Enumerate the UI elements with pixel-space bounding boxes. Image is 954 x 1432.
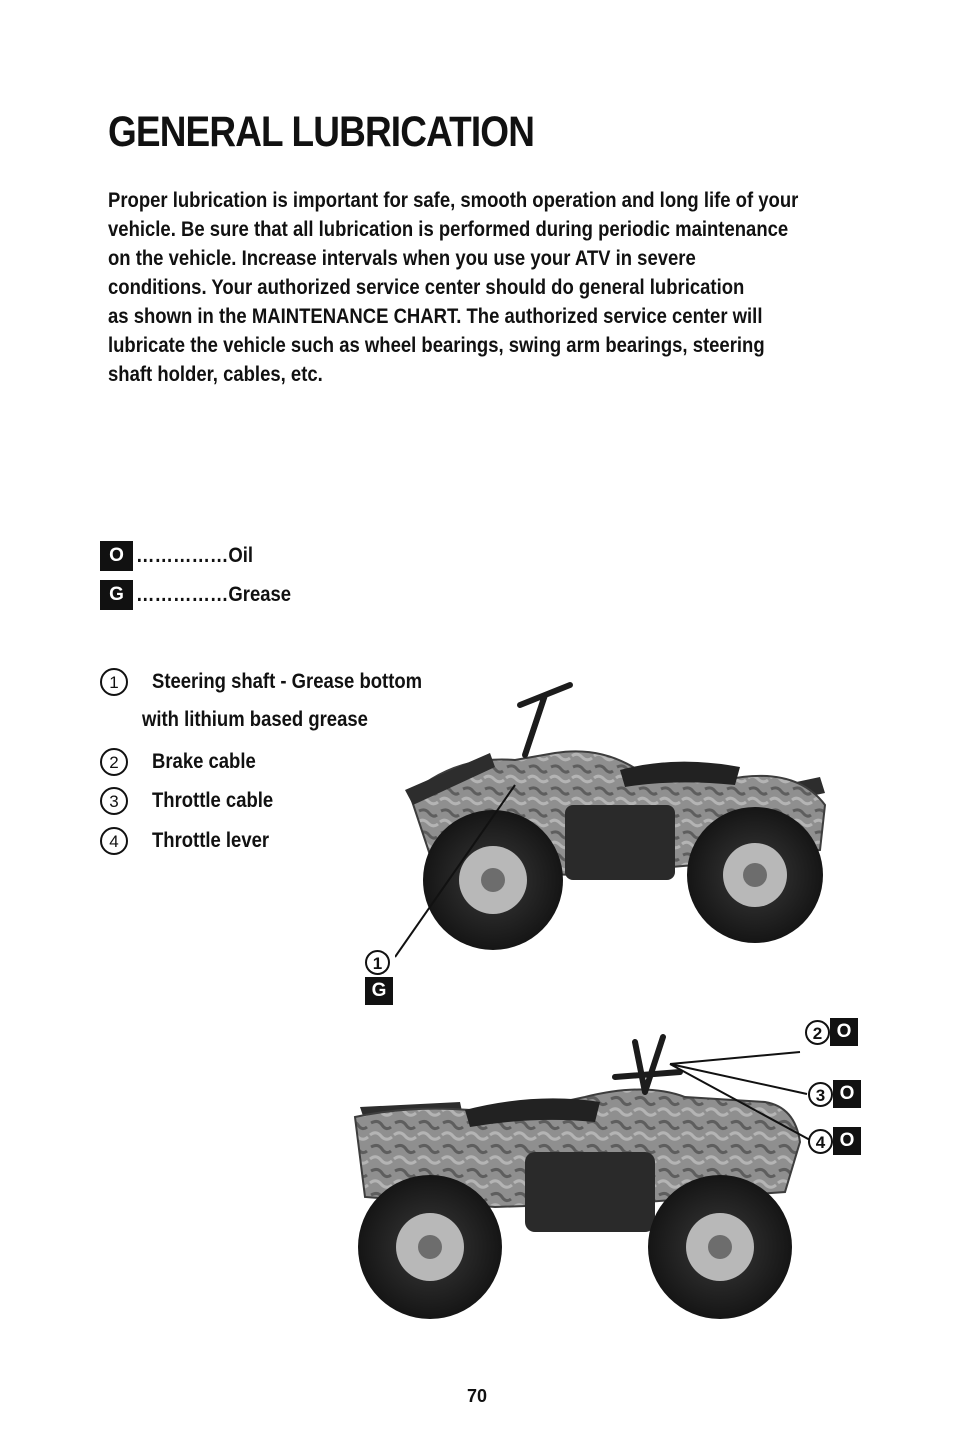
page-number: 70 <box>466 1386 488 1406</box>
callout-4 <box>808 1127 861 1155</box>
intro-line: vehicle. Be sure that all lubrication is performed during periodic maintenance <box>108 217 789 241</box>
oil-symbol: O <box>100 541 133 571</box>
callout-number: 4 <box>808 1129 833 1154</box>
callout-1 <box>365 950 393 1005</box>
callout-2 <box>805 1018 858 1046</box>
callout-number: 2 <box>805 1020 830 1045</box>
oil-symbol: O <box>833 1080 861 1108</box>
callout-number: 1 <box>365 950 390 975</box>
item-label: Throttle cable <box>152 789 274 812</box>
item-label: Throttle lever <box>152 829 270 852</box>
intro-line: as shown in the MAINTENANCE CHART. The authorized service center will <box>108 304 763 328</box>
legend-oil <box>100 541 269 571</box>
item-number: 2 <box>100 748 128 776</box>
intro-paragraph <box>108 186 848 389</box>
atv-side-view-image <box>345 1022 865 1327</box>
intro-line: conditions. Your authorized service center should do general lubrication <box>108 275 745 299</box>
item-number: 3 <box>100 787 128 815</box>
legend-grease-label: ……………Grease <box>136 583 292 606</box>
callout-3 <box>808 1080 861 1108</box>
intro-line: Proper lubrication is important for safe, smooth operation and long life of your <box>108 188 799 212</box>
item-label: Steering shaft - Grease bottom <box>152 670 423 693</box>
item-number: 1 <box>100 668 128 696</box>
item-number: 4 <box>100 827 128 855</box>
item-throttle-lever <box>100 826 285 856</box>
legend-grease <box>100 580 312 610</box>
item-brake-cable <box>100 747 270 777</box>
page-title: GENERAL LUBRICATION <box>108 108 535 156</box>
oil-symbol: O <box>833 1127 861 1155</box>
grease-symbol: G <box>365 977 393 1005</box>
intro-line: lubricate the vehicle such as wheel bearings, swing arm bearings, steering <box>108 333 765 357</box>
callout-number: 3 <box>808 1082 833 1107</box>
item-label: Brake cable <box>152 750 256 773</box>
intro-line: shaft holder, cables, etc. <box>108 362 323 386</box>
legend-oil-label: ……………Oil <box>136 544 254 567</box>
oil-symbol: O <box>830 1018 858 1046</box>
intro-line: on the vehicle. Increase intervals when you use your ATV in severe <box>108 246 696 270</box>
item-label-continuation: with lithium based grease <box>142 708 368 731</box>
grease-symbol: G <box>100 580 133 610</box>
item-throttle-cable <box>100 786 290 816</box>
atv-front-view-image <box>395 675 840 960</box>
